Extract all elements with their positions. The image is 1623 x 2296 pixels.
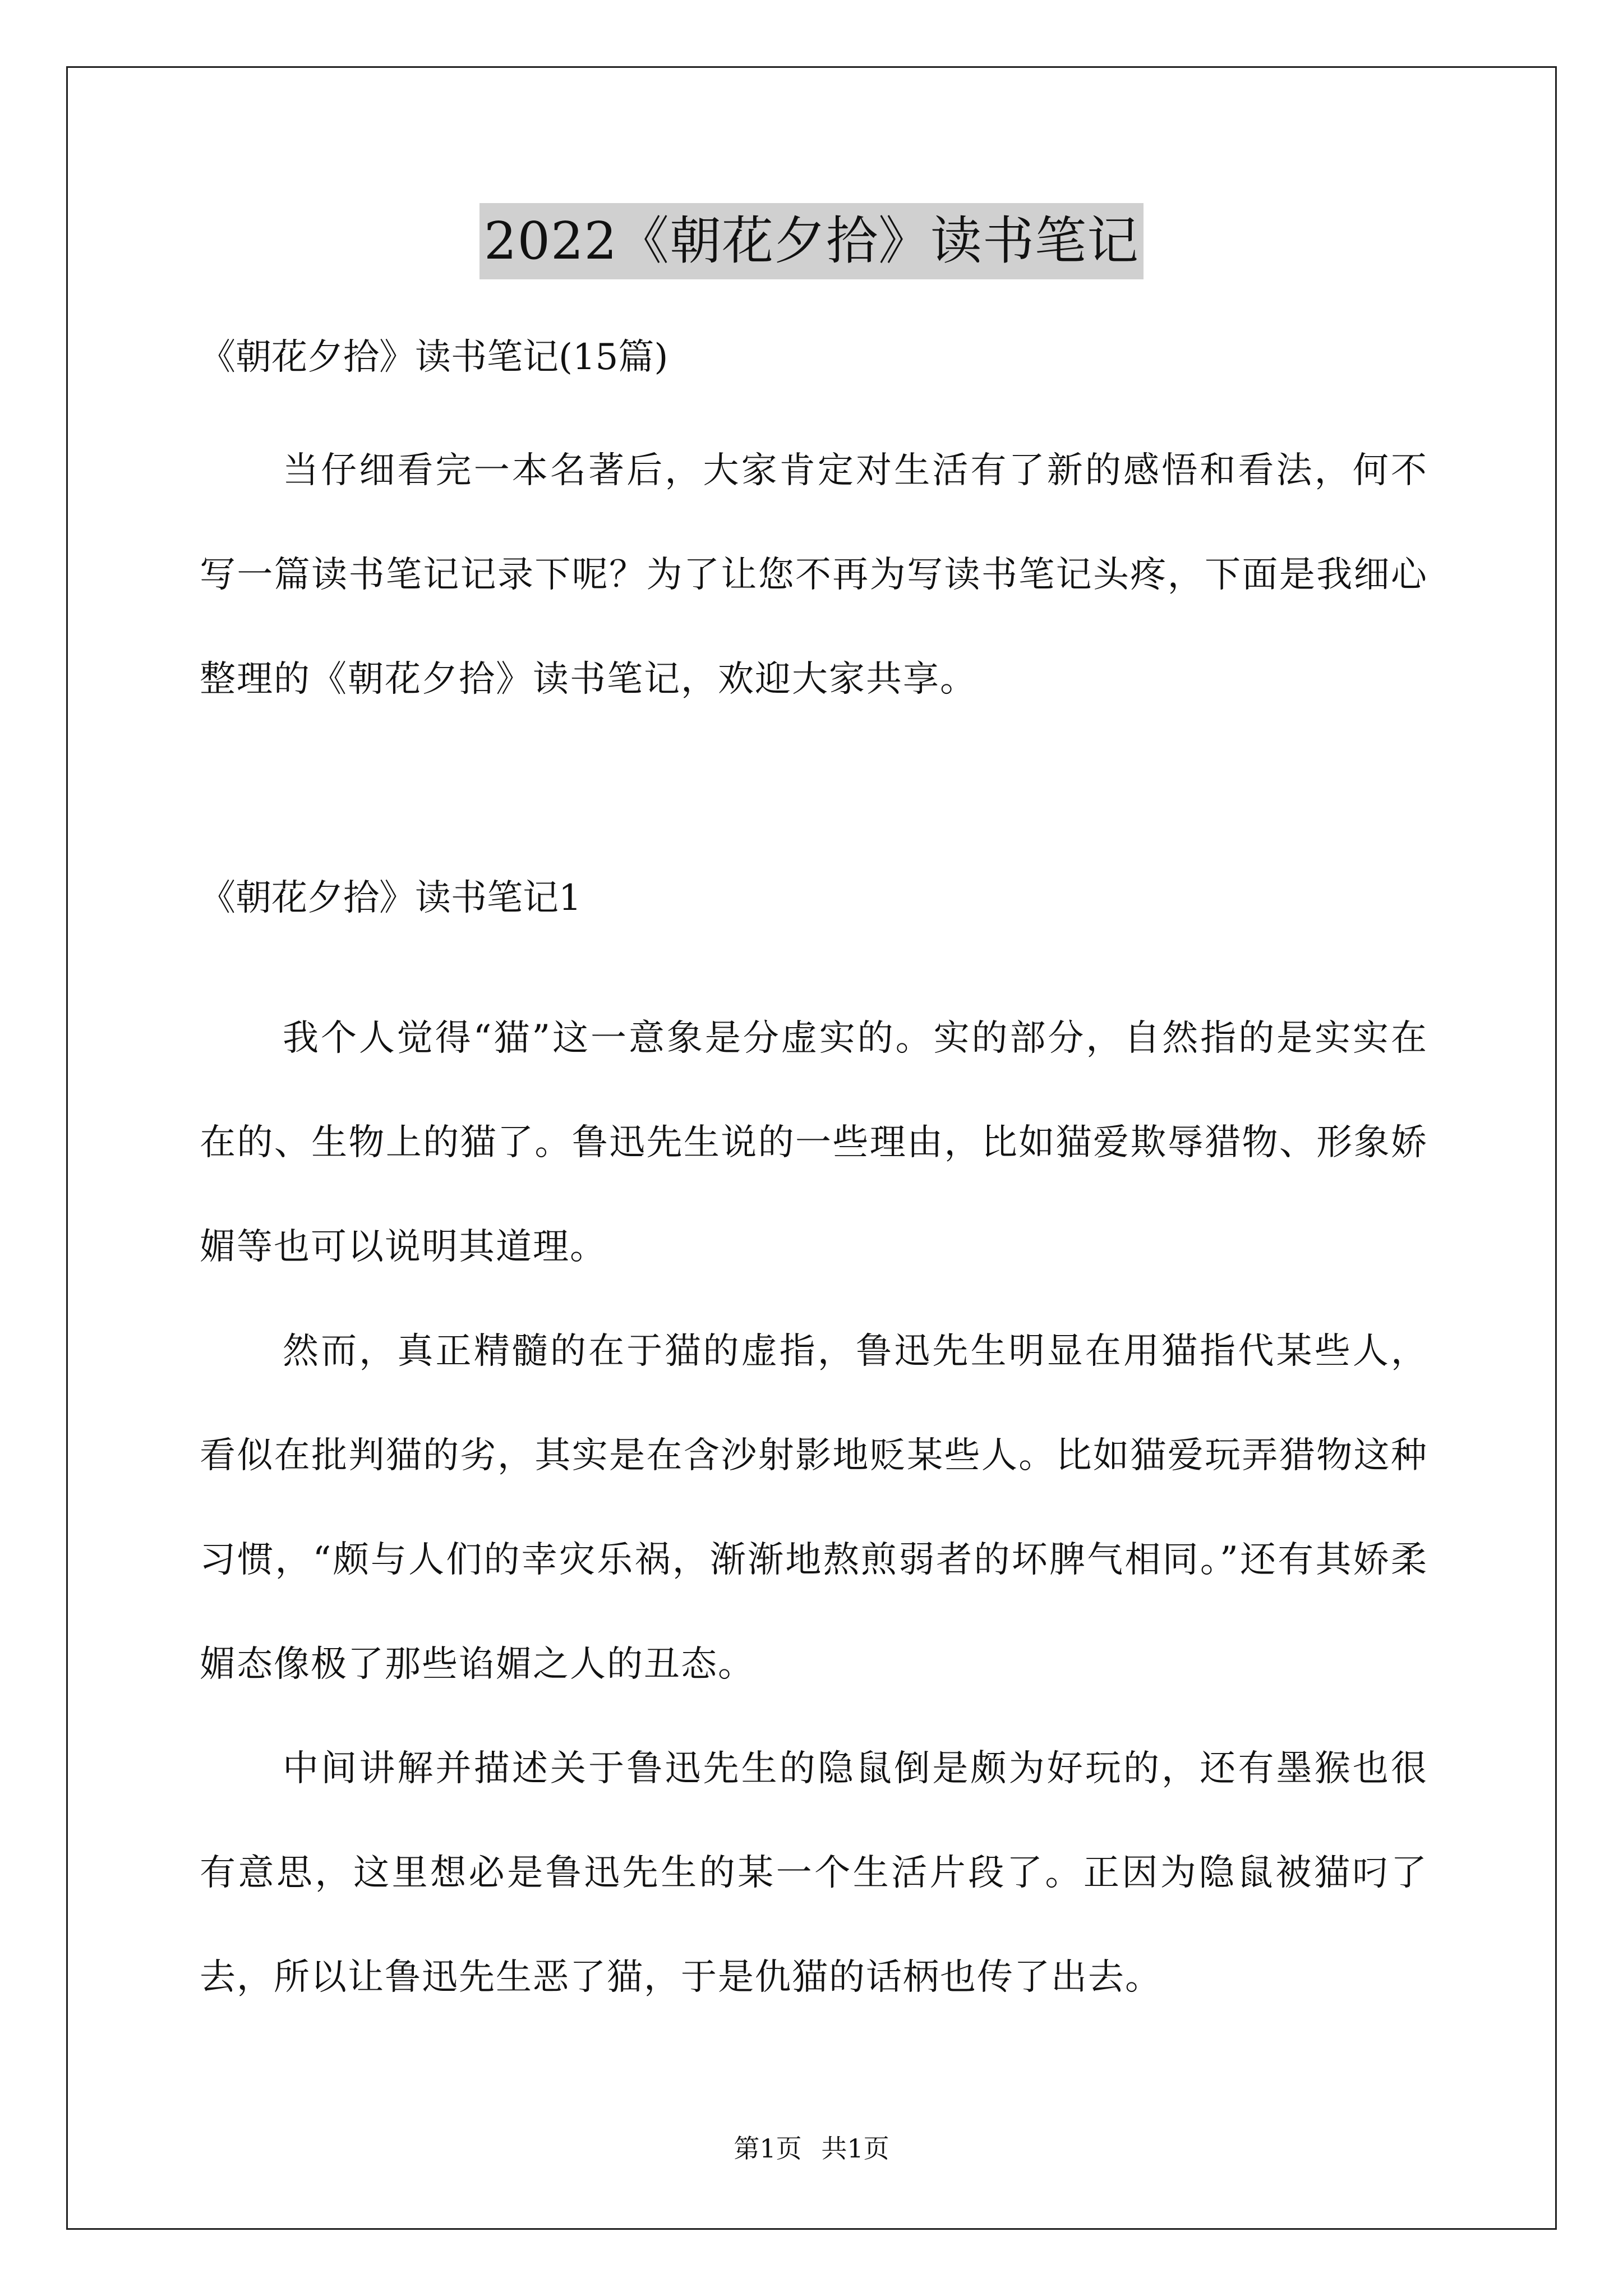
body-paragraph-1: 我个人觉得“猫”这一意象是分虚实的。实的部分，自然指的是实实在在的、生物上的猫了。鲁迅先生说的一些理由，比如猫爱欺辱猎物、形象娇媚等也可以说明其道理。: [200, 1018, 1428, 1268]
page-footer: [0, 2132, 1623, 2165]
document-subtitle: 《朝花夕拾》读书笔记(15篇): [200, 337, 668, 378]
intro-paragraph: 当仔细看完一本名著后，大家肯定对生活有了新的感悟和看法，何不写一篇读书笔记记录下呢？为了让您不再为写读书笔记头疼，下面是我细心整理的《朝花夕拾》读书笔记，欢迎大家共享。: [200, 450, 1428, 700]
document-title: 2022《朝花夕拾》读书笔记: [479, 203, 1144, 279]
page-number-total: 共1页: [821, 2133, 889, 2164]
body-paragraph-3: 中间讲解并描述关于鲁迅先生的隐鼠倒是颇为好玩的，还有墨猴也很有意思，这里想必是鲁迅先生的某一个生活片段了。正因为隐鼠被猫叼了去，所以让鲁迅先生恶了猫，于是仇猫的话柄也传了出去。: [200, 1748, 1428, 1998]
section-heading: 《朝花夕拾》读书笔记1: [200, 877, 582, 919]
body-paragraph-2: 然而，真正精髓的在于猫的虚指，鲁迅先生明显在用猫指代某些人，看似在批判猫的劣，其实是在含沙射影地贬某些人。比如猫爱玩弄猎物这种习惯，“颇与人们的幸灾乐祸，渐渐地熬煎弱者的坏脾气相同。”还有其娇柔媚态像极了那些谄媚之人的丑态。: [200, 1331, 1428, 1685]
document-body: [200, 331, 1428, 2030]
title-container: [0, 203, 1623, 279]
page-number-current: 第1页: [734, 2133, 802, 2164]
